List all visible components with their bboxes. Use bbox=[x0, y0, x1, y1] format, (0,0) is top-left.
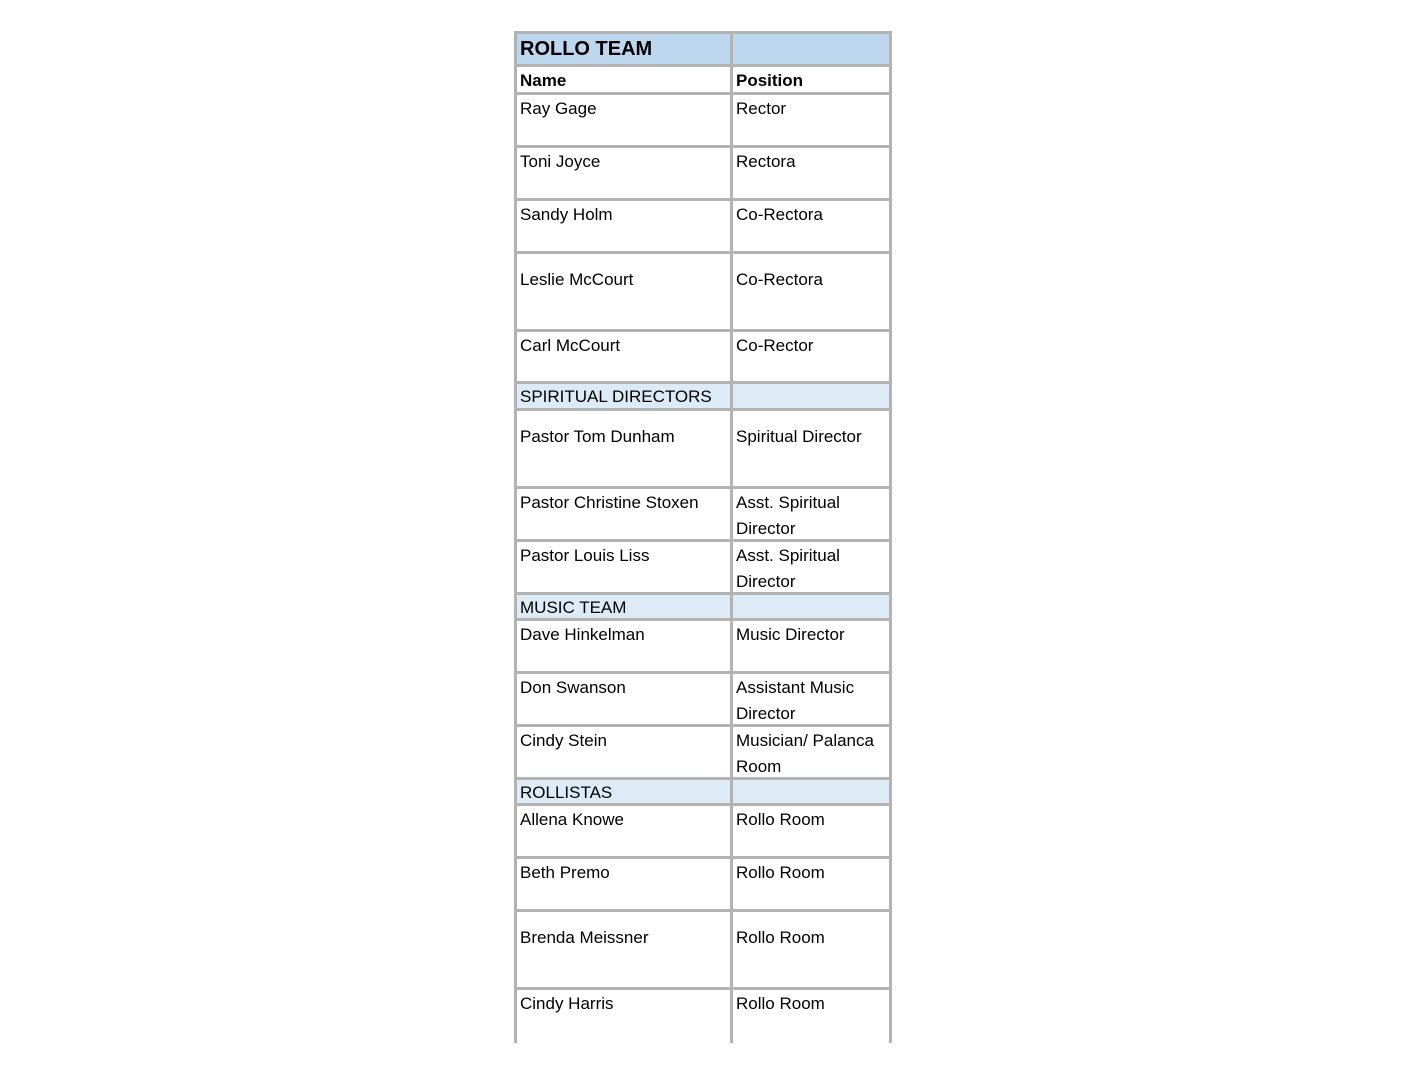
member-position: Co-Rector bbox=[733, 332, 889, 381]
member-position: Music Director bbox=[733, 621, 889, 671]
member-name: Pastor Louis Liss bbox=[517, 542, 730, 592]
table-row bbox=[517, 674, 889, 727]
name-column-header: Name bbox=[517, 67, 730, 92]
member-position: Asst. Spiritual Director bbox=[733, 542, 889, 592]
member-position: Musician/ Palanca Room bbox=[733, 727, 889, 777]
table-title: ROLLO TEAM bbox=[517, 34, 730, 64]
section-row bbox=[517, 595, 889, 621]
table-row bbox=[517, 332, 889, 384]
member-position: Co-Rectora bbox=[733, 201, 889, 251]
table-row bbox=[517, 411, 889, 489]
header-row bbox=[517, 67, 889, 95]
member-position: Assistant Music Director bbox=[733, 674, 889, 724]
member-name: Dave Hinkelman bbox=[517, 621, 730, 671]
section-label: MUSIC TEAM bbox=[517, 595, 730, 618]
section-empty-cell bbox=[733, 384, 889, 408]
position-column-header: Position bbox=[733, 67, 889, 92]
member-name: Pastor Tom Dunham bbox=[517, 411, 730, 486]
table-row bbox=[517, 489, 889, 542]
section-empty-cell bbox=[733, 595, 889, 618]
member-name: Cindy Stein bbox=[517, 727, 730, 777]
member-position: Rollo Room bbox=[733, 912, 889, 987]
section-row bbox=[517, 384, 889, 411]
member-position: Rollo Room bbox=[733, 806, 889, 856]
section-empty-cell bbox=[733, 780, 889, 803]
member-position: Spiritual Director bbox=[733, 411, 889, 486]
section-label: ROLLISTAS bbox=[517, 780, 730, 803]
table-row bbox=[517, 990, 889, 1050]
member-name: Sandy Holm bbox=[517, 201, 730, 251]
member-position: Rollo Room bbox=[733, 990, 889, 1050]
table-row bbox=[517, 542, 889, 595]
title-empty-cell bbox=[733, 34, 889, 64]
roster-table bbox=[514, 31, 892, 1043]
table-row bbox=[517, 806, 889, 859]
table-row bbox=[517, 201, 889, 254]
member-name: Cindy Harris bbox=[517, 990, 730, 1050]
member-position: Asst. Spiritual Director bbox=[733, 489, 889, 539]
member-position: Rectora bbox=[733, 148, 889, 198]
table-row bbox=[517, 859, 889, 912]
table-row bbox=[517, 148, 889, 201]
member-name: Allena Knowe bbox=[517, 806, 730, 856]
member-name: Ray Gage bbox=[517, 95, 730, 145]
member-position: Co-Rectora bbox=[733, 254, 889, 329]
member-name: Carl McCourt bbox=[517, 332, 730, 381]
member-name: Beth Premo bbox=[517, 859, 730, 909]
table-row bbox=[517, 727, 889, 780]
table-row bbox=[517, 621, 889, 674]
member-name: Leslie McCourt bbox=[517, 254, 730, 329]
member-name: Don Swanson bbox=[517, 674, 730, 724]
table-row bbox=[517, 912, 889, 990]
member-name: Toni Joyce bbox=[517, 148, 730, 198]
section-row bbox=[517, 780, 889, 806]
member-position: Rector bbox=[733, 95, 889, 145]
title-row bbox=[517, 34, 889, 67]
member-name: Pastor Christine Stoxen bbox=[517, 489, 730, 539]
member-name: Brenda Meissner bbox=[517, 912, 730, 987]
member-position: Rollo Room bbox=[733, 859, 889, 909]
table-row bbox=[517, 254, 889, 332]
section-label: SPIRITUAL DIRECTORS bbox=[517, 384, 730, 408]
table-row bbox=[517, 95, 889, 148]
